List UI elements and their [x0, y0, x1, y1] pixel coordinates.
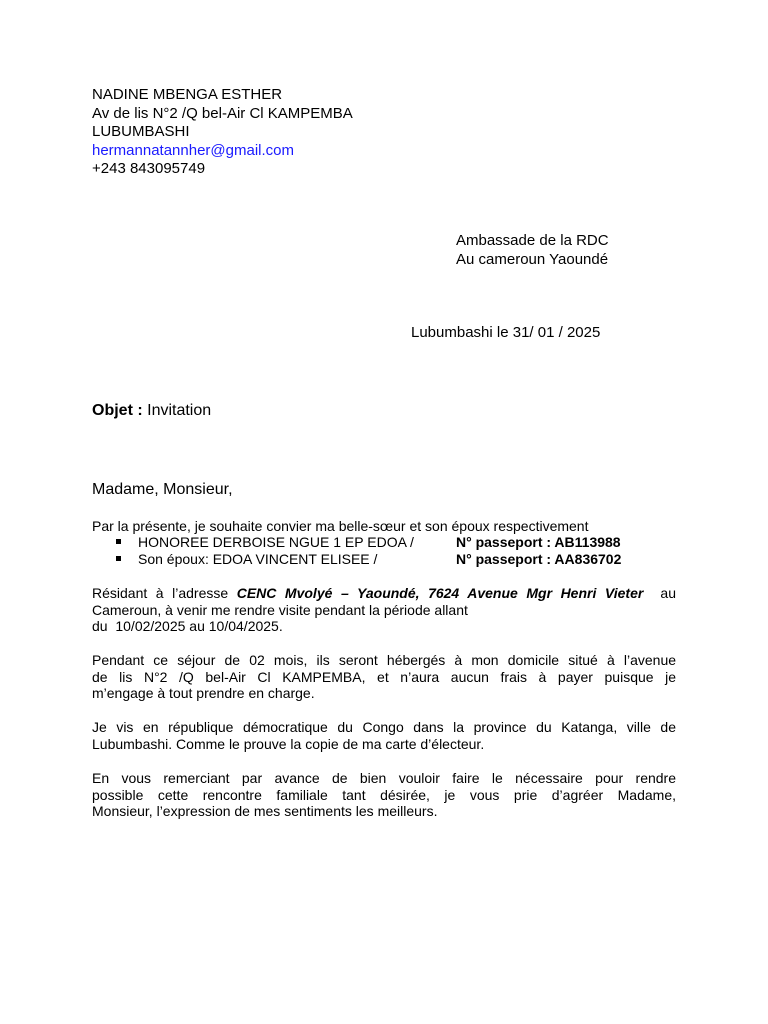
residence-line-3: du 10/02/2025 au 10/04/2025.: [92, 618, 283, 634]
list-item: [92, 551, 676, 568]
residence-paragraph: [92, 585, 676, 635]
guest-name: Son époux: EDOA VINCENT ELISEE /: [138, 550, 378, 567]
closing-line-2: possible cette rencontre familiale tant désirée, je vous prie d’agréer Madame,: [92, 786, 677, 803]
recipient-line-1: Ambassade de la RDC: [456, 232, 609, 249]
sender-address: Av de lis N°2 /Q bel-Air Cl KAMPEMBA: [92, 104, 353, 122]
residence-address: CENC Mvolyé – Yaoundé, 7624 Avenue Mgr Henri Vieter: [236, 585, 644, 601]
residence-line-2: Cameroun, à venir me rendre visite pendant la période allant: [92, 601, 468, 618]
sender-city: LUBUMBASHI: [92, 123, 190, 140]
stay-line-2: de lis N°2 /Q bel-Air Cl KAMPEMBA, et n’aura aucun frais à payer puisque je: [92, 668, 677, 685]
residence-suffix: au: [643, 585, 676, 601]
recipient-line-2: Au cameroun Yaoundé: [456, 250, 609, 268]
closing-paragraph: [92, 770, 676, 820]
residence-proof-paragraph: [92, 719, 676, 752]
proof-line-2: Lubumbashi. Comme le prouve la copie de ma carte d’électeur.: [92, 735, 485, 752]
intro-paragraph: [92, 518, 676, 535]
closing-line-3: Monsieur, l’expression de mes sentiments les meilleurs.: [92, 803, 438, 819]
subject-line: [92, 401, 211, 420]
bullet-square-icon: [116, 539, 121, 544]
sender-phone: +243 843095749: [92, 160, 206, 177]
intro-text: Par la présente, je souhaite convier ma belle-sœur et son époux respectivement: [92, 518, 589, 534]
stay-line-3: m’engage à tout prendre en charge.: [92, 685, 315, 701]
list-item: [92, 534, 676, 551]
guest-passport: N° passeport : AA836702: [456, 550, 622, 567]
sender-email-link[interactable]: hermannatannher@gmail.com: [92, 141, 294, 159]
subject-text: Invitation: [142, 402, 212, 419]
bullet-square-icon: [116, 556, 121, 561]
place-date: Lubumbashi le 31/ 01 / 2025: [411, 324, 601, 341]
residence-line-1: [92, 585, 676, 602]
guest-name: HONOREE DERBOISE NGUE 1 EP EDOA /: [138, 534, 414, 550]
subject-label: Objet :: [92, 402, 143, 419]
stay-line-1: Pendant ce séjour de 02 mois, ils seront hébergés à mon domicile situé à l’avenue: [92, 652, 677, 668]
sender-block: [92, 86, 353, 179]
residence-prefix: Résidant à l’adresse: [92, 585, 237, 601]
recipient-block: [456, 232, 609, 269]
guest-passport: N° passeport : AB113988: [456, 534, 621, 550]
guest-list: [92, 534, 676, 567]
proof-line-1: Je vis en république démocratique du Congo dans la province du Katanga, ville de: [92, 719, 677, 735]
closing-line-1: En vous remerciant par avance de bien vouloir faire le nécessaire pour rendre: [92, 770, 677, 786]
salutation: Madame, Monsieur,: [92, 481, 233, 498]
stay-paragraph: [92, 652, 676, 702]
sender-name: NADINE MBENGA ESTHER: [92, 86, 283, 103]
